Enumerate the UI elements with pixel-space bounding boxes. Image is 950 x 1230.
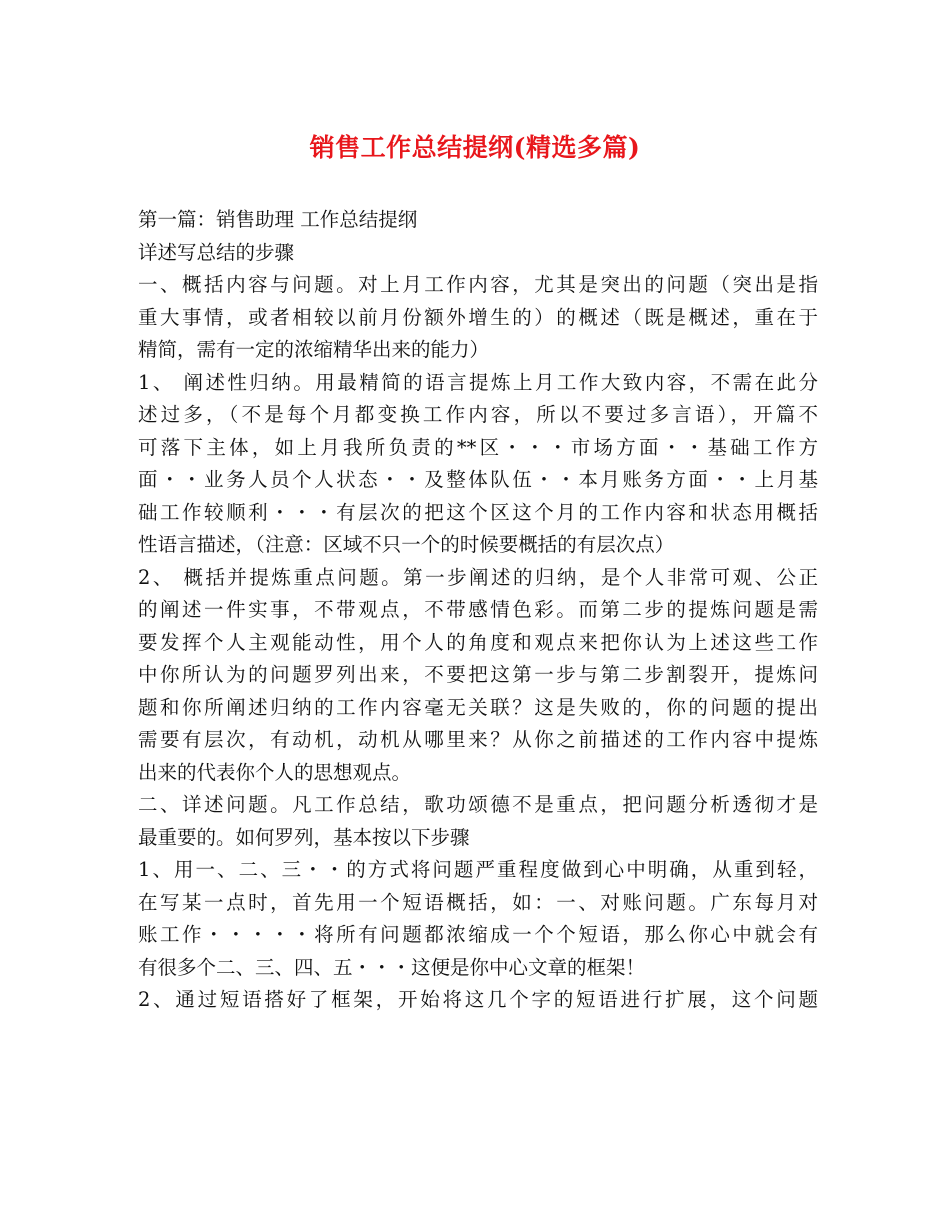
text-line: 精简，需有一定的浓缩精华出来的能力） xyxy=(138,338,490,361)
text-line: 出来的代表你个人的思想观点。 xyxy=(138,760,412,784)
text-line: 在写某一点时，首先用一个短语概括，如：一、对账问题。广东每月对 xyxy=(138,890,818,914)
text-line: 可落下主体，如上月我所负责的**区・・・市场方面・・基础工作方 xyxy=(138,435,818,459)
text-line: 1、用一、二、三・・的方式将问题严重程度做到心中明确，从重到轻， xyxy=(138,858,818,881)
text-line: 的阐述一件实事，不带观点，不带感情色彩。而第二步的提炼问题是需 xyxy=(138,598,818,621)
text-line: 重大事情，或者相较以前月份额外增生的）的概述（既是概述，重在于 xyxy=(138,305,818,329)
document-body xyxy=(138,204,818,1017)
text-line: 述过多，（不是每个月都变换工作内容，所以不要过多言语），开篇不 xyxy=(138,403,818,426)
text-line: 第一篇：销售助理 工作总结提纲 xyxy=(138,208,418,231)
text-line: 一、概括内容与问题。对上月工作内容，尤其是突出的问题（突出是指 xyxy=(138,273,818,296)
text-line: 题和你所阐述归纳的工作内容毫无关联？这是失败的，你的问题的提出 xyxy=(138,695,818,719)
text-line: 2、 概括并提炼重点问题。第一步阐述的归纳，是个人非常可观、公正 xyxy=(138,565,818,589)
text-line: 面・・业务人员个人状态・・及整体队伍・・本月账务方面・・上月基 xyxy=(138,468,818,491)
text-line: 有很多个二、三、四、五・・・这便是你中心文章的框架！ xyxy=(138,955,646,979)
text-line: 中你所认为的问题罗列出来，不要把这第一步与第二步割裂开，提炼问 xyxy=(138,663,818,686)
text-line: 详述写总结的步骤 xyxy=(138,240,295,264)
document-title: 销售工作总结提纲(精选多篇) xyxy=(309,133,641,162)
text-line: 础工作较顺利・・・有层次的把这个区这个月的工作内容和状态用概括 xyxy=(138,500,818,524)
text-line: 最重要的。如何罗列，基本按以下步骤 xyxy=(138,825,470,849)
text-line: 2、通过短语搭好了框架，开始将这几个字的短语进行扩展，这个问题 xyxy=(138,988,818,1011)
text-line: 账工作・・・・・将所有问题都浓缩成一个个短语，那么你心中就会有 xyxy=(138,923,818,946)
text-line: 需要有层次，有动机，动机从哪里来？从你之前描述的工作内容中提炼 xyxy=(138,728,818,751)
text-line: 1、 阐述性归纳。用最精简的语言提炼上月工作大致内容，不需在此分 xyxy=(138,370,818,394)
text-line: 要发挥个人主观能动性，用个人的角度和观点来把你认为上述这些工作 xyxy=(138,630,818,654)
text-line: 性语言描述，（注意：区域不只一个的时候要概括的有层次点） xyxy=(138,533,675,556)
text-line: 二、详述问题。凡工作总结，歌功颂德不是重点，把问题分析透彻才是 xyxy=(138,793,818,816)
